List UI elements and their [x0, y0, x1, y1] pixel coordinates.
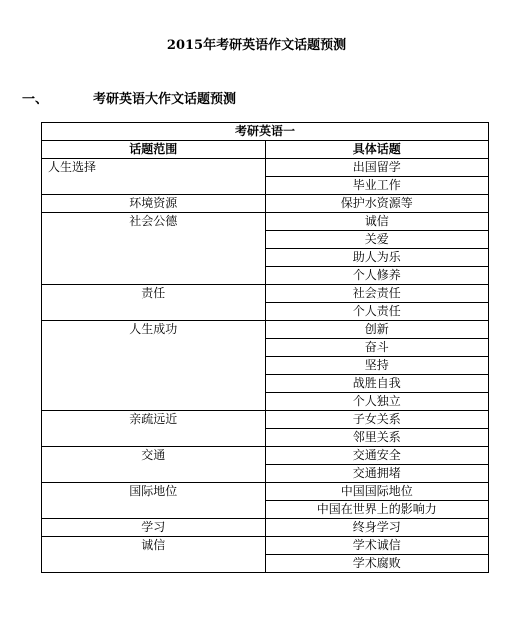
table-header-row: [42, 141, 489, 159]
topic-cell: 助人为乐: [265, 249, 489, 267]
topic-category-cell: 责任: [42, 285, 266, 321]
topic-category-cell: 人生选择: [42, 159, 266, 195]
topic-cell: 关爱: [265, 231, 489, 249]
topic-cell: 坚持: [265, 357, 489, 375]
topic-category-cell: 交通: [42, 447, 266, 483]
table-row: [42, 195, 489, 213]
topic-cell: 交通安全: [265, 447, 489, 465]
topic-cell: 创新: [265, 321, 489, 339]
topic-cell: 学术腐败: [265, 555, 489, 573]
topic-cell: 个人责任: [265, 303, 489, 321]
topic-cell: 学术诚信: [265, 537, 489, 555]
topic-category-cell: 诚信: [42, 537, 266, 573]
table-row: [42, 519, 489, 537]
column-header-category: 话题范围: [42, 141, 266, 159]
table-row: [42, 285, 489, 303]
topic-cell: 出国留学: [265, 159, 489, 177]
topic-category-cell: 亲疏远近: [42, 411, 266, 447]
table-row: [42, 447, 489, 465]
table-row: [42, 213, 489, 231]
table-row: [42, 159, 489, 177]
document-title: 2015年考研英语作文话题预测: [166, 38, 347, 53]
table-caption-row: [42, 123, 489, 141]
table-row: [42, 321, 489, 339]
topic-table: [41, 122, 489, 573]
topic-category-cell: 国际地位: [42, 483, 266, 519]
topic-cell: 终身学习: [265, 519, 489, 537]
topic-category-cell: 人生成功: [42, 321, 266, 411]
topic-cell: 中国在世界上的影响力: [265, 501, 489, 519]
topic-cell: 邻里关系: [265, 429, 489, 447]
topic-category-cell: 学习: [42, 519, 266, 537]
table-row: [42, 537, 489, 555]
topic-cell: 交通拥堵: [265, 465, 489, 483]
topic-cell: 个人独立: [265, 393, 489, 411]
topic-cell: 保护水资源等: [265, 195, 489, 213]
section-number: 一、: [22, 92, 49, 107]
topic-cell: 中国国际地位: [265, 483, 489, 501]
table-caption: 考研英语一: [42, 123, 489, 141]
topic-cell: 子女关系: [265, 411, 489, 429]
topic-category-cell: 社会公德: [42, 213, 266, 285]
topic-cell: 毕业工作: [265, 177, 489, 195]
section-title: 考研英语大作文话题预测: [93, 92, 237, 107]
topic-cell: 个人修养: [265, 267, 489, 285]
topic-cell: 战胜自我: [265, 375, 489, 393]
table-row: [42, 411, 489, 429]
column-header-topic: 具体话题: [265, 141, 489, 159]
topic-category-cell: 环境资源: [42, 195, 266, 213]
table-row: [42, 483, 489, 501]
topic-cell: 社会责任: [265, 285, 489, 303]
topic-cell: 诚信: [265, 213, 489, 231]
topic-cell: 奋斗: [265, 339, 489, 357]
